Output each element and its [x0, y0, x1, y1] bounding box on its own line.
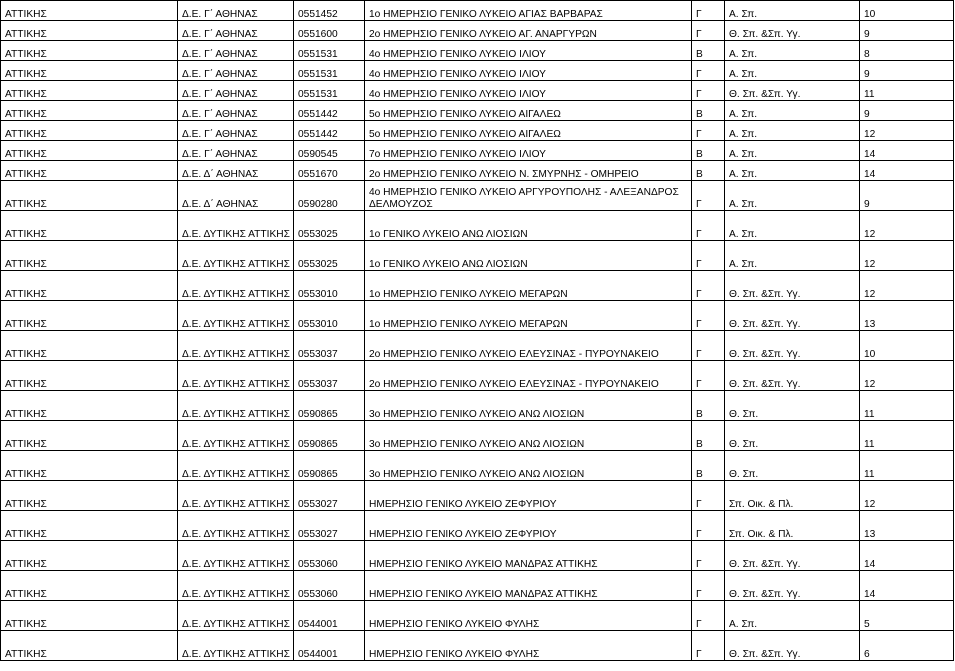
table-row — [1, 541, 954, 571]
region-cell: ΑΤΤΙΚΗΣ — [1, 301, 178, 331]
school-code-cell: 0590865 — [294, 391, 365, 421]
grade-cell: Γ — [692, 631, 725, 661]
directorate-cell: Δ.Ε. ΔΥΤΙΚΗΣ ΑΤΤΙΚΗΣ — [178, 391, 294, 421]
field-cell: Θ. Σπ. &Σπ. Υγ. — [725, 571, 860, 601]
field-cell: Σπ. Οικ. & Πλ. — [725, 481, 860, 511]
grade-cell: Γ — [692, 601, 725, 631]
count-cell: 14 — [860, 571, 954, 601]
directorate-cell: Δ.Ε. Γ΄ ΑΘΗΝΑΣ — [178, 101, 294, 121]
table-row — [1, 21, 954, 41]
directorate-cell: Δ.Ε. Γ΄ ΑΘΗΝΑΣ — [178, 1, 294, 21]
field-cell: Θ. Σπ. &Σπ. Υγ. — [725, 301, 860, 331]
directorate-cell: Δ.Ε. Γ΄ ΑΘΗΝΑΣ — [178, 61, 294, 81]
directorate-cell: Δ.Ε. ΔΥΤΙΚΗΣ ΑΤΤΙΚΗΣ — [178, 451, 294, 481]
grade-cell: Γ — [692, 301, 725, 331]
grade-cell: Γ — [692, 571, 725, 601]
school-name-cell: 4ο ΗΜΕΡΗΣΙΟ ΓΕΝΙΚΟ ΛΥΚΕΙΟ ΙΛΙΟΥ — [365, 61, 692, 81]
table-row — [1, 1, 954, 21]
region-cell: ΑΤΤΙΚΗΣ — [1, 101, 178, 121]
school-code-cell: 0544001 — [294, 601, 365, 631]
field-cell: Θ. Σπ. &Σπ. Υγ. — [725, 361, 860, 391]
school-name-cell: 4ο ΗΜΕΡΗΣΙΟ ΓΕΝΙΚΟ ΛΥΚΕΙΟ ΙΛΙΟΥ — [365, 81, 692, 101]
region-cell: ΑΤΤΙΚΗΣ — [1, 1, 178, 21]
school-code-cell: 0551600 — [294, 21, 365, 41]
region-cell: ΑΤΤΙΚΗΣ — [1, 391, 178, 421]
field-cell: Θ. Σπ. — [725, 391, 860, 421]
count-cell: 14 — [860, 141, 954, 161]
table-row — [1, 81, 954, 101]
grade-cell: Γ — [692, 121, 725, 141]
count-cell: 13 — [860, 301, 954, 331]
table-row — [1, 271, 954, 301]
region-cell: ΑΤΤΙΚΗΣ — [1, 601, 178, 631]
school-code-cell: 0544001 — [294, 631, 365, 661]
grade-cell: Β — [692, 161, 725, 181]
table-row — [1, 211, 954, 241]
table-row — [1, 141, 954, 161]
region-cell: ΑΤΤΙΚΗΣ — [1, 61, 178, 81]
grade-cell: Γ — [692, 181, 725, 211]
school-code-cell: 0590280 — [294, 181, 365, 211]
grade-cell: Β — [692, 391, 725, 421]
school-name-cell: 1ο ΗΜΕΡΗΣΙΟ ΓΕΝΙΚΟ ΛΥΚΕΙΟ ΜΕΓΑΡΩΝ — [365, 301, 692, 331]
grade-cell: Γ — [692, 361, 725, 391]
directorate-cell: Δ.Ε. ΔΥΤΙΚΗΣ ΑΤΤΙΚΗΣ — [178, 511, 294, 541]
count-cell: 8 — [860, 41, 954, 61]
field-cell: Σπ. Οικ. & Πλ. — [725, 511, 860, 541]
school-code-cell: 0553027 — [294, 511, 365, 541]
count-cell: 10 — [860, 1, 954, 21]
field-cell: Θ. Σπ. &Σπ. Υγ. — [725, 631, 860, 661]
grade-cell: Β — [692, 451, 725, 481]
count-cell: 12 — [860, 121, 954, 141]
grade-cell: Γ — [692, 481, 725, 511]
school-code-cell: 0553037 — [294, 361, 365, 391]
grade-cell: Γ — [692, 541, 725, 571]
field-cell: Α. Σπ. — [725, 141, 860, 161]
school-code-cell: 0590545 — [294, 141, 365, 161]
directorate-cell: Δ.Ε. ΔΥΤΙΚΗΣ ΑΤΤΙΚΗΣ — [178, 571, 294, 601]
grade-cell: Γ — [692, 81, 725, 101]
table-row — [1, 331, 954, 361]
directorate-cell: Δ.Ε. ΔΥΤΙΚΗΣ ΑΤΤΙΚΗΣ — [178, 541, 294, 571]
region-cell: ΑΤΤΙΚΗΣ — [1, 421, 178, 451]
field-cell: Α. Σπ. — [725, 121, 860, 141]
table-row — [1, 181, 954, 211]
grade-cell: Γ — [692, 331, 725, 361]
school-code-cell: 0551531 — [294, 41, 365, 61]
count-cell: 14 — [860, 161, 954, 181]
table-row — [1, 101, 954, 121]
directorate-cell: Δ.Ε. Δ΄ ΑΘΗΝΑΣ — [178, 181, 294, 211]
count-cell: 13 — [860, 511, 954, 541]
directorate-cell: Δ.Ε. ΔΥΤΙΚΗΣ ΑΤΤΙΚΗΣ — [178, 481, 294, 511]
school-code-cell: 0590865 — [294, 451, 365, 481]
grade-cell: Β — [692, 101, 725, 121]
directorate-cell: Δ.Ε. ΔΥΤΙΚΗΣ ΑΤΤΙΚΗΣ — [178, 361, 294, 391]
field-cell: Θ. Σπ. — [725, 421, 860, 451]
school-name-cell: 3ο ΗΜΕΡΗΣΙΟ ΓΕΝΙΚΟ ΛΥΚΕΙΟ ΑΝΩ ΛΙΟΣΙΩΝ — [365, 391, 692, 421]
grade-cell: Γ — [692, 211, 725, 241]
grade-cell: Β — [692, 141, 725, 161]
school-code-cell: 0553027 — [294, 481, 365, 511]
directorate-cell: Δ.Ε. ΔΥΤΙΚΗΣ ΑΤΤΙΚΗΣ — [178, 421, 294, 451]
directorate-cell: Δ.Ε. Δ΄ ΑΘΗΝΑΣ — [178, 161, 294, 181]
table-row — [1, 121, 954, 141]
school-name-cell: ΗΜΕΡΗΣΙΟ ΓΕΝΙΚΟ ΛΥΚΕΙΟ ΜΑΝΔΡΑΣ ΑΤΤΙΚΗΣ — [365, 541, 692, 571]
count-cell: 11 — [860, 81, 954, 101]
region-cell: ΑΤΤΙΚΗΣ — [1, 271, 178, 301]
directorate-cell: Δ.Ε. Γ΄ ΑΘΗΝΑΣ — [178, 141, 294, 161]
count-cell: 10 — [860, 331, 954, 361]
region-cell: ΑΤΤΙΚΗΣ — [1, 331, 178, 361]
grade-cell: Γ — [692, 21, 725, 41]
school-code-cell: 0553060 — [294, 571, 365, 601]
directorate-cell: Δ.Ε. Γ΄ ΑΘΗΝΑΣ — [178, 21, 294, 41]
field-cell: Θ. Σπ. &Σπ. Υγ. — [725, 541, 860, 571]
table-row — [1, 241, 954, 271]
region-cell: ΑΤΤΙΚΗΣ — [1, 571, 178, 601]
school-code-cell: 0551452 — [294, 1, 365, 21]
count-cell: 11 — [860, 451, 954, 481]
region-cell: ΑΤΤΙΚΗΣ — [1, 511, 178, 541]
school-name-cell: 3ο ΗΜΕΡΗΣΙΟ ΓΕΝΙΚΟ ΛΥΚΕΙΟ ΑΝΩ ΛΙΟΣΙΩΝ — [365, 451, 692, 481]
directorate-cell: Δ.Ε. ΔΥΤΙΚΗΣ ΑΤΤΙΚΗΣ — [178, 241, 294, 271]
school-name-cell: ΗΜΕΡΗΣΙΟ ΓΕΝΙΚΟ ΛΥΚΕΙΟ ΦΥΛΗΣ — [365, 631, 692, 661]
region-cell: ΑΤΤΙΚΗΣ — [1, 141, 178, 161]
field-cell: Α. Σπ. — [725, 181, 860, 211]
field-cell: Α. Σπ. — [725, 161, 860, 181]
directorate-cell: Δ.Ε. Γ΄ ΑΘΗΝΑΣ — [178, 81, 294, 101]
grade-cell: Γ — [692, 61, 725, 81]
count-cell: 9 — [860, 101, 954, 121]
count-cell: 12 — [860, 271, 954, 301]
school-name-cell: ΗΜΕΡΗΣΙΟ ΓΕΝΙΚΟ ΛΥΚΕΙΟ ΖΕΦΥΡΙΟΥ — [365, 511, 692, 541]
table-row — [1, 481, 954, 511]
school-code-cell: 0551442 — [294, 121, 365, 141]
school-code-cell: 0553025 — [294, 211, 365, 241]
school-name-cell: 2ο ΗΜΕΡΗΣΙΟ ΓΕΝΙΚΟ ΛΥΚΕΙΟ ΑΓ. ΑΝΑΡΓΥΡΩΝ — [365, 21, 692, 41]
grade-cell: Γ — [692, 511, 725, 541]
grade-cell: Β — [692, 421, 725, 451]
count-cell: 5 — [860, 601, 954, 631]
school-name-cell: 7ο ΗΜΕΡΗΣΙΟ ΓΕΝΙΚΟ ΛΥΚΕΙΟ ΙΛΙΟΥ — [365, 141, 692, 161]
grade-cell: Γ — [692, 1, 725, 21]
school-name-cell: 5ο ΗΜΕΡΗΣΙΟ ΓΕΝΙΚΟ ΛΥΚΕΙΟ ΑΙΓΑΛΕΩ — [365, 121, 692, 141]
region-cell: ΑΤΤΙΚΗΣ — [1, 451, 178, 481]
directorate-cell: Δ.Ε. ΔΥΤΙΚΗΣ ΑΤΤΙΚΗΣ — [178, 271, 294, 301]
field-cell: Θ. Σπ. &Σπ. Υγ. — [725, 81, 860, 101]
table-row — [1, 601, 954, 631]
count-cell: 6 — [860, 631, 954, 661]
field-cell: Α. Σπ. — [725, 1, 860, 21]
directorate-cell: Δ.Ε. ΔΥΤΙΚΗΣ ΑΤΤΙΚΗΣ — [178, 631, 294, 661]
school-code-cell: 0551442 — [294, 101, 365, 121]
count-cell: 11 — [860, 421, 954, 451]
directorate-cell: Δ.Ε. ΔΥΤΙΚΗΣ ΑΤΤΙΚΗΣ — [178, 601, 294, 631]
count-cell: 9 — [860, 21, 954, 41]
field-cell: Θ. Σπ. &Σπ. Υγ. — [725, 21, 860, 41]
directorate-cell: Δ.Ε. Γ΄ ΑΘΗΝΑΣ — [178, 41, 294, 61]
count-cell: 11 — [860, 391, 954, 421]
school-name-cell: 2ο ΗΜΕΡΗΣΙΟ ΓΕΝΙΚΟ ΛΥΚΕΙΟ ΕΛΕΥΣΙΝΑΣ - ΠΥΡΟΥΝΑΚΕΙΟ — [365, 361, 692, 391]
school-code-cell: 0551531 — [294, 81, 365, 101]
school-name-cell: ΗΜΕΡΗΣΙΟ ΓΕΝΙΚΟ ΛΥΚΕΙΟ ΦΥΛΗΣ — [365, 601, 692, 631]
school-name-cell: 4ο ΗΜΕΡΗΣΙΟ ΓΕΝΙΚΟ ΛΥΚΕΙΟ ΑΡΓΥΡΟΥΠΟΛΗΣ - ΑΛΕΞΑΝΔΡΟΣ ΔΕΛΜΟΥΖΟΣ — [365, 181, 692, 211]
table-row — [1, 511, 954, 541]
table-body — [1, 1, 954, 661]
count-cell: 12 — [860, 211, 954, 241]
table-row — [1, 301, 954, 331]
field-cell: Θ. Σπ. &Σπ. Υγ. — [725, 331, 860, 361]
school-code-cell: 0553060 — [294, 541, 365, 571]
grade-cell: Γ — [692, 271, 725, 301]
count-cell: 9 — [860, 61, 954, 81]
field-cell: Α. Σπ. — [725, 101, 860, 121]
table-row — [1, 391, 954, 421]
field-cell: Α. Σπ. — [725, 61, 860, 81]
region-cell: ΑΤΤΙΚΗΣ — [1, 481, 178, 511]
school-name-cell: 3ο ΗΜΕΡΗΣΙΟ ΓΕΝΙΚΟ ΛΥΚΕΙΟ ΑΝΩ ΛΙΟΣΙΩΝ — [365, 421, 692, 451]
school-code-cell: 0551670 — [294, 161, 365, 181]
table-row — [1, 451, 954, 481]
region-cell: ΑΤΤΙΚΗΣ — [1, 21, 178, 41]
table-row — [1, 421, 954, 451]
count-cell: 12 — [860, 241, 954, 271]
region-cell: ΑΤΤΙΚΗΣ — [1, 81, 178, 101]
school-name-cell: 1ο ΓΕΝΙΚΟ ΛΥΚΕΙΟ ΑΝΩ ΛΙΟΣΙΩΝ — [365, 241, 692, 271]
school-name-cell: ΗΜΕΡΗΣΙΟ ΓΕΝΙΚΟ ΛΥΚΕΙΟ ΜΑΝΔΡΑΣ ΑΤΤΙΚΗΣ — [365, 571, 692, 601]
region-cell: ΑΤΤΙΚΗΣ — [1, 631, 178, 661]
table-row — [1, 41, 954, 61]
school-name-cell: ΗΜΕΡΗΣΙΟ ΓΕΝΙΚΟ ΛΥΚΕΙΟ ΖΕΦΥΡΙΟΥ — [365, 481, 692, 511]
school-name-cell: 2ο ΗΜΕΡΗΣΙΟ ΓΕΝΙΚΟ ΛΥΚΕΙΟ Ν. ΣΜΥΡΝΗΣ - ΟΜΗΡΕΙΟ — [365, 161, 692, 181]
school-code-cell: 0553025 — [294, 241, 365, 271]
school-name-cell: 1ο ΗΜΕΡΗΣΙΟ ΓΕΝΙΚΟ ΛΥΚΕΙΟ ΑΓΙΑΣ ΒΑΡΒΑΡΑΣ — [365, 1, 692, 21]
table-row — [1, 571, 954, 601]
field-cell: Θ. Σπ. &Σπ. Υγ. — [725, 271, 860, 301]
region-cell: ΑΤΤΙΚΗΣ — [1, 241, 178, 271]
count-cell: 12 — [860, 481, 954, 511]
table-row — [1, 61, 954, 81]
grade-cell: Β — [692, 41, 725, 61]
region-cell: ΑΤΤΙΚΗΣ — [1, 181, 178, 211]
count-cell: 14 — [860, 541, 954, 571]
region-cell: ΑΤΤΙΚΗΣ — [1, 161, 178, 181]
region-cell: ΑΤΤΙΚΗΣ — [1, 361, 178, 391]
directorate-cell: Δ.Ε. ΔΥΤΙΚΗΣ ΑΤΤΙΚΗΣ — [178, 301, 294, 331]
school-code-cell: 0553010 — [294, 271, 365, 301]
region-cell: ΑΤΤΙΚΗΣ — [1, 541, 178, 571]
school-name-cell: 5ο ΗΜΕΡΗΣΙΟ ΓΕΝΙΚΟ ΛΥΚΕΙΟ ΑΙΓΑΛΕΩ — [365, 101, 692, 121]
school-name-cell: 4ο ΗΜΕΡΗΣΙΟ ΓΕΝΙΚΟ ΛΥΚΕΙΟ ΙΛΙΟΥ — [365, 41, 692, 61]
school-name-cell: 1ο ΗΜΕΡΗΣΙΟ ΓΕΝΙΚΟ ΛΥΚΕΙΟ ΜΕΓΑΡΩΝ — [365, 271, 692, 301]
school-name-cell: 2ο ΗΜΕΡΗΣΙΟ ΓΕΝΙΚΟ ΛΥΚΕΙΟ ΕΛΕΥΣΙΝΑΣ - ΠΥΡΟΥΝΑΚΕΙΟ — [365, 331, 692, 361]
count-cell: 12 — [860, 361, 954, 391]
school-code-cell: 0553037 — [294, 331, 365, 361]
school-code-cell: 0590865 — [294, 421, 365, 451]
school-name-cell: 1ο ΓΕΝΙΚΟ ΛΥΚΕΙΟ ΑΝΩ ΛΙΟΣΙΩΝ — [365, 211, 692, 241]
region-cell: ΑΤΤΙΚΗΣ — [1, 41, 178, 61]
field-cell: Α. Σπ. — [725, 601, 860, 631]
field-cell: Α. Σπ. — [725, 211, 860, 241]
grade-cell: Γ — [692, 241, 725, 271]
field-cell: Α. Σπ. — [725, 41, 860, 61]
table-row — [1, 161, 954, 181]
count-cell: 9 — [860, 181, 954, 211]
school-code-cell: 0553010 — [294, 301, 365, 331]
school-code-cell: 0551531 — [294, 61, 365, 81]
directorate-cell: Δ.Ε. ΔΥΤΙΚΗΣ ΑΤΤΙΚΗΣ — [178, 211, 294, 241]
table-row — [1, 361, 954, 391]
region-cell: ΑΤΤΙΚΗΣ — [1, 121, 178, 141]
region-cell: ΑΤΤΙΚΗΣ — [1, 211, 178, 241]
directorate-cell: Δ.Ε. ΔΥΤΙΚΗΣ ΑΤΤΙΚΗΣ — [178, 331, 294, 361]
directorate-cell: Δ.Ε. Γ΄ ΑΘΗΝΑΣ — [178, 121, 294, 141]
table-row — [1, 631, 954, 661]
field-cell: Α. Σπ. — [725, 241, 860, 271]
field-cell: Θ. Σπ. — [725, 451, 860, 481]
